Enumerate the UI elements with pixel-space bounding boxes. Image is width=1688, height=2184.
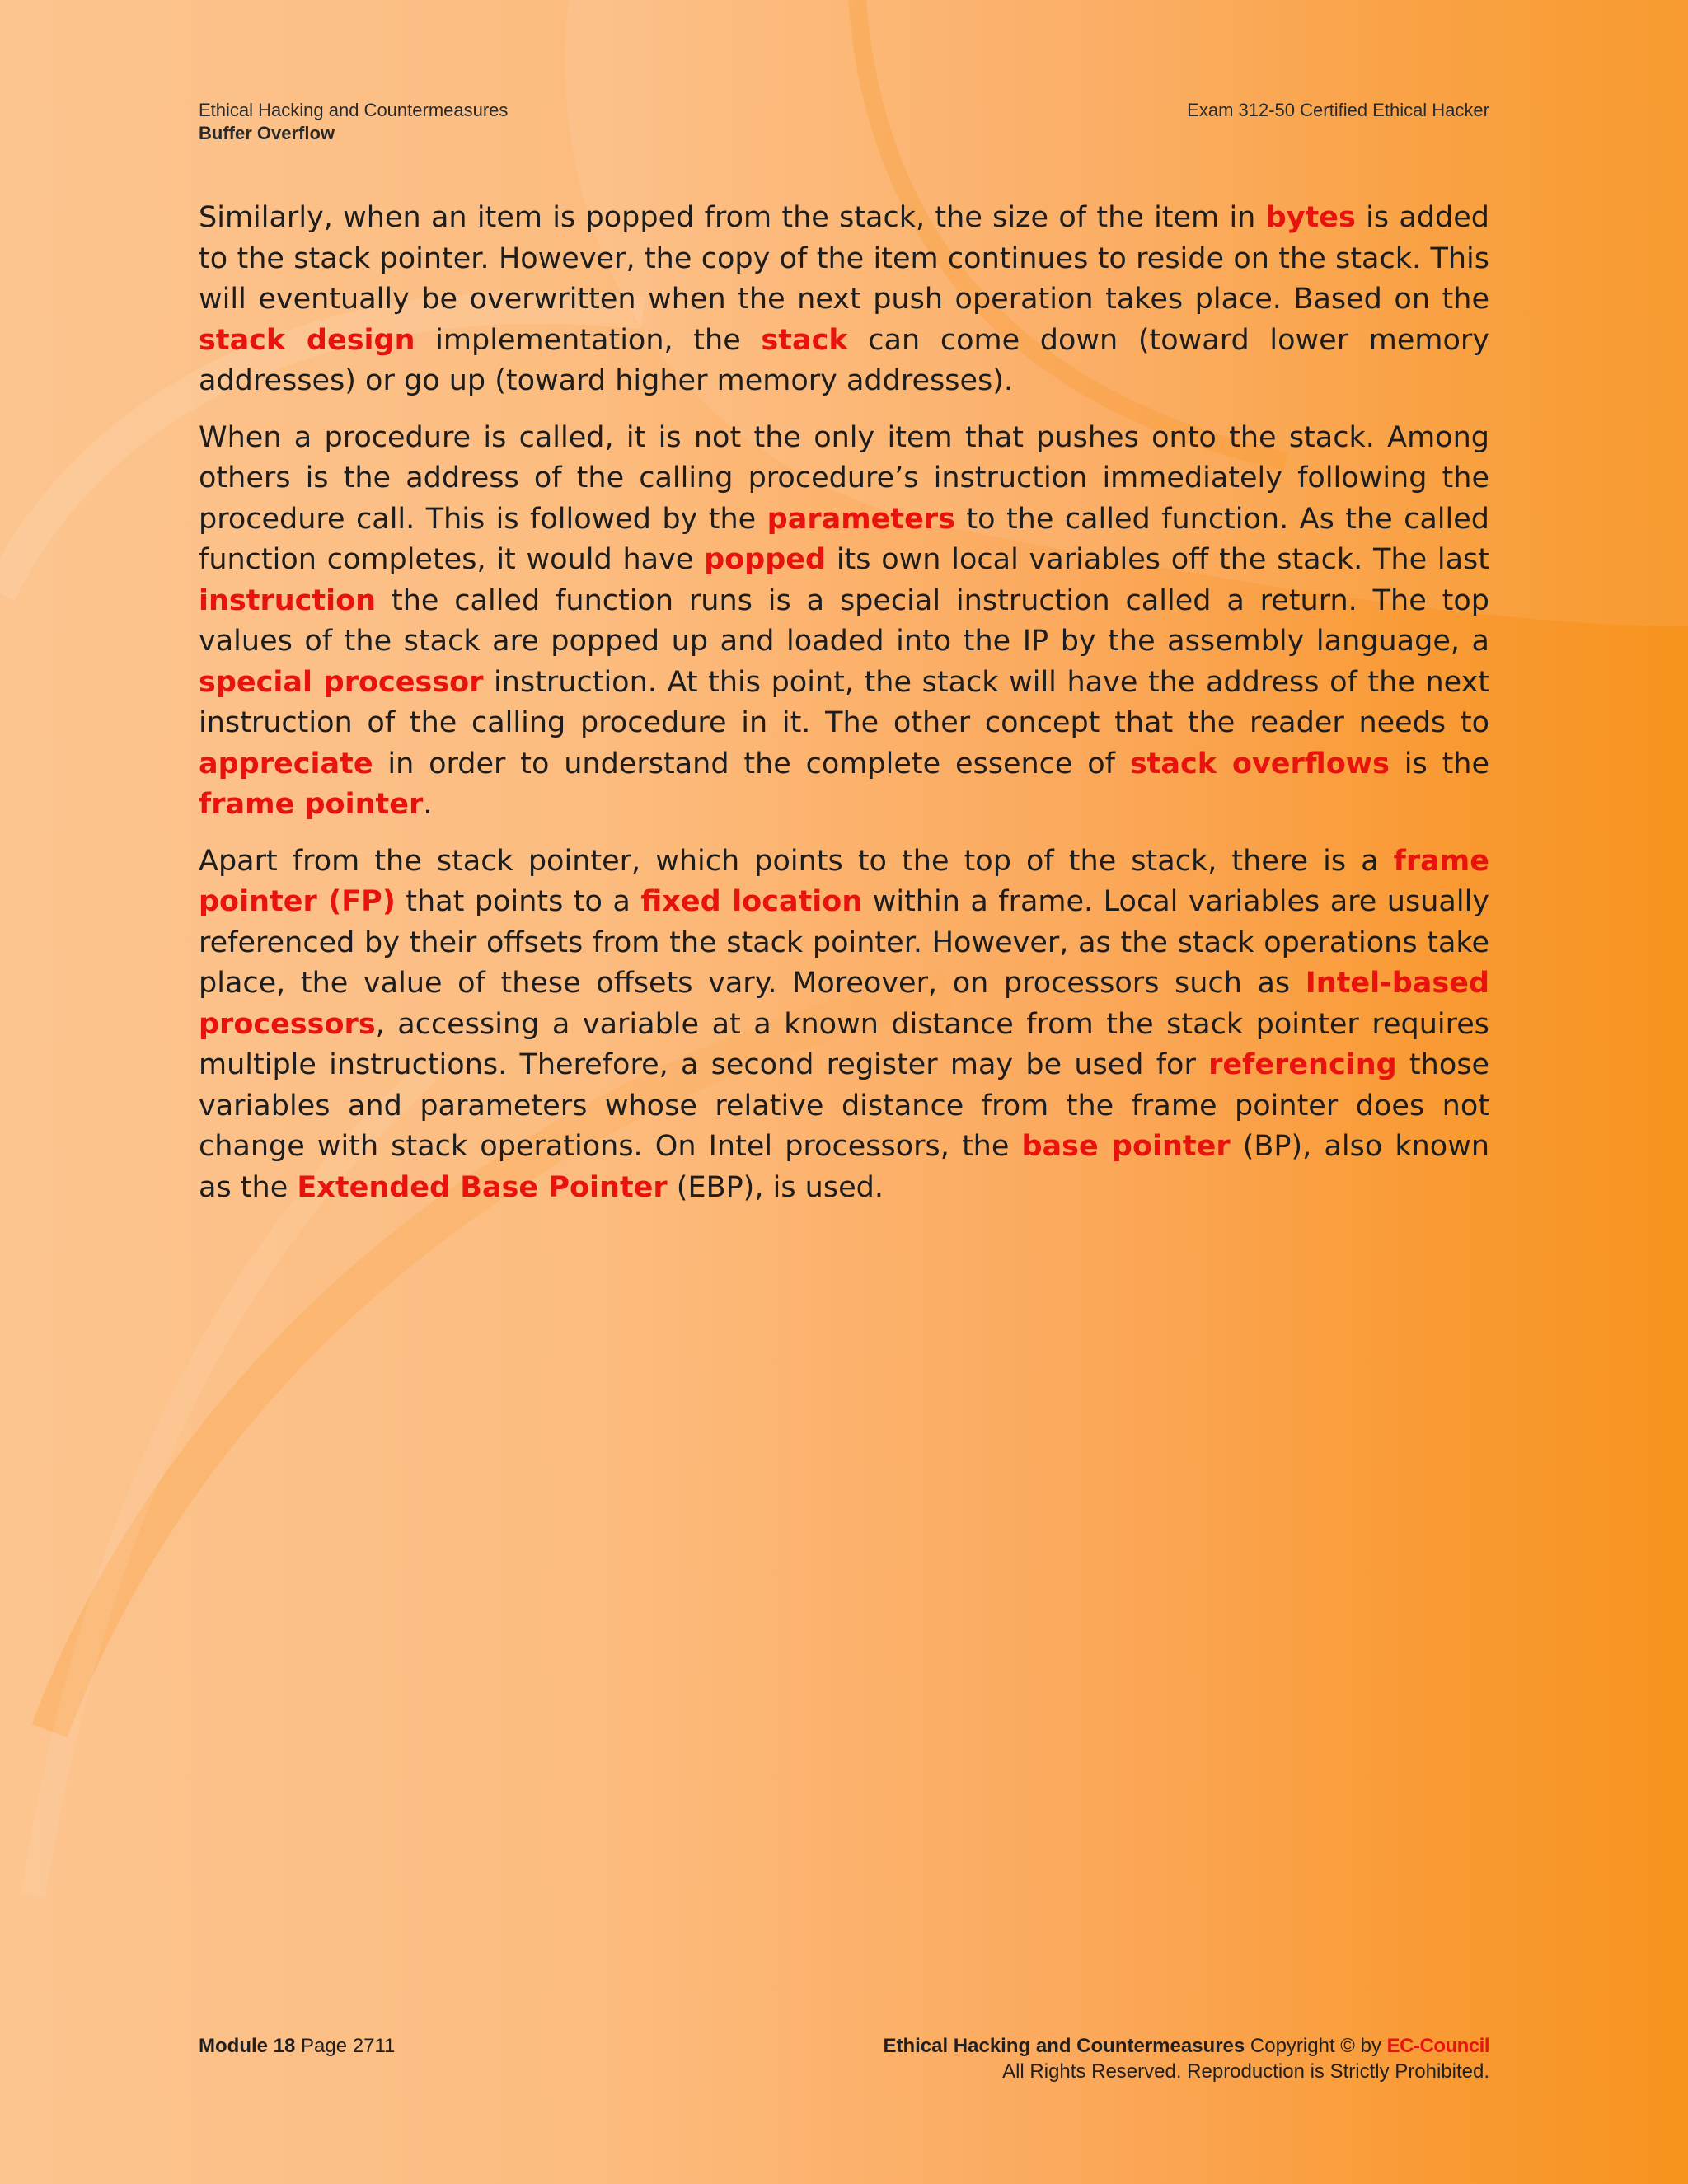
highlighted-term: frame pointer (FP) — [199, 844, 1489, 918]
highlighted-term: frame pointer — [199, 788, 424, 821]
header-left — [199, 99, 508, 145]
footer-rights: All Rights Reserved. Reproduction is Strictly Prohibited. — [1002, 2060, 1489, 2083]
text-segment: to the called function. As the called function completes, it would have — [199, 502, 1490, 576]
footer-copyright-course: Ethical Hacking and Countermeasures — [883, 2035, 1245, 2057]
text-segment: , accessing a variable at a known distance from the stack pointer requires multiple instructions. Therefore, a second register may be used for — [199, 1007, 1489, 1081]
text-segment: . — [423, 788, 433, 821]
text-segment: instruction. At this point, the stack will have the address of the next instruction of the calling procedure in it. The other concept that the reader needs to — [199, 665, 1489, 739]
page-header — [199, 99, 1489, 145]
text-segment: Similarly, when an item is popped from the stack, the size of the item in — [199, 201, 1266, 234]
text-segment: its own local variables off the stack. The last — [826, 543, 1489, 576]
text-segment: within a frame. Local variables are usually referenced by their offsets from the stack pointer. However, as the stack operations take place, the value of these offsets vary. Moreover, on processors such as — [199, 885, 1490, 1000]
footer-page-info — [199, 2033, 395, 2059]
header-module-title: Buffer Overflow — [199, 123, 335, 143]
header-course: Ethical Hacking and Countermeasures — [199, 100, 509, 120]
highlighted-term: Intel-based processors — [199, 967, 1489, 1041]
text-segment: those variables and parameters whose relative distance from the frame pointer does not change with stack operations. On Intel processors, the — [199, 1048, 1490, 1163]
text-segment: Apart from the stack pointer, which points to the top of the stack, there is a — [199, 844, 1394, 878]
highlighted-term: parameters — [767, 502, 955, 536]
header-exam: Exam 312-50 Certified Ethical Hacker — [1187, 100, 1489, 120]
footer-copyright — [883, 2033, 1489, 2084]
highlighted-term: stack — [761, 323, 848, 357]
highlighted-term: base pointer — [1021, 1130, 1231, 1163]
ec-council-logo: EC-Council — [1386, 2035, 1489, 2057]
text-segment: is added to the stack pointer. However, the copy of the item continues to reside on the stack. This will eventually be overwritten when the next push operation takes place. Based on the — [199, 201, 1489, 316]
highlighted-term: stack overflows — [1129, 747, 1390, 780]
paragraph-3 — [199, 841, 1489, 1209]
body-text — [199, 198, 1489, 1224]
highlighted-term: referencing — [1208, 1048, 1397, 1081]
highlighted-term: Extended Base Pointer — [297, 1170, 668, 1204]
footer-copyright-line — [883, 2033, 1489, 2059]
text-segment: When a procedure is called, it is not the only item that pushes onto the stack. Among others is the address of the calling procedure’s instruction immediately following the procedure call. This is followed by the — [199, 420, 1489, 536]
text-segment: that points to a — [395, 885, 641, 918]
text-segment: (EBP), is used. — [667, 1170, 884, 1204]
highlighted-term: special processor — [199, 665, 484, 699]
text-segment: (BP), also known as the — [199, 1130, 1490, 1204]
text-segment: the called function runs is a special instruction called a return. The top values of the stack are popped up and loaded into the IP by the assembly language, a — [199, 583, 1489, 658]
text-segment: can come down (toward lower memory addresses) or go up (toward higher memory addresses). — [199, 323, 1489, 397]
paragraph-2 — [199, 418, 1489, 826]
highlighted-term: fixed location — [640, 885, 863, 918]
text-segment: is the — [1389, 747, 1490, 780]
highlighted-term: popped — [704, 543, 827, 576]
footer-copyright-text: Copyright © by — [1250, 2035, 1381, 2057]
footer-page-label: Page 2711 — [301, 2035, 396, 2057]
paragraph-1 — [199, 198, 1489, 402]
footer-module-label: Module 18 — [199, 2035, 296, 2057]
text-segment: in order to understand the complete essence of — [373, 747, 1130, 780]
highlighted-term: stack design — [199, 323, 415, 357]
highlighted-term: bytes — [1265, 201, 1356, 234]
highlighted-term: instruction — [199, 583, 377, 617]
highlighted-term: appreciate — [199, 747, 373, 780]
text-segment: implementation, the — [415, 323, 762, 357]
